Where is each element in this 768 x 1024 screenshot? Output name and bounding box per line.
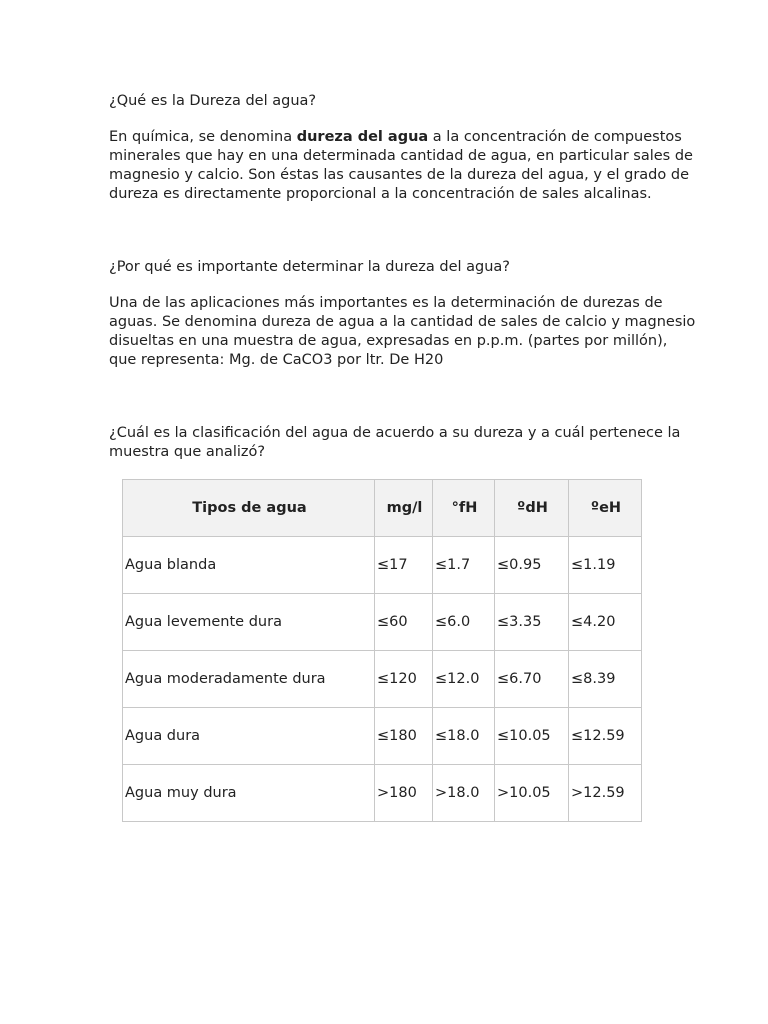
table-row [123, 765, 642, 822]
hardness-classification-table [122, 479, 642, 822]
table-row [123, 537, 642, 594]
paragraph-line [109, 128, 693, 147]
cell-eh: >12.59 [569, 765, 642, 822]
cell-fh: ≤1.7 [433, 537, 495, 594]
text-run: En química, se denomina [109, 129, 297, 145]
cell-water-type: Agua levemente dura [123, 594, 375, 651]
cell-fh: ≤12.0 [433, 651, 495, 708]
cell-fh: ≤6.0 [433, 594, 495, 651]
cell-eh: ≤4.20 [569, 594, 642, 651]
text-run: a la concentración de compuestos [428, 129, 682, 145]
paragraph-hardness-definition [109, 128, 693, 204]
question-line: ¿Cuál es la clasificación del agua de acuerdo a su dureza y a cuál pertenece la [109, 425, 681, 441]
cell-mg-l: >180 [375, 765, 433, 822]
paragraph-line: magnesio y calcio. Son éstas las causantes de la dureza del agua, y el grado de [109, 167, 689, 183]
cell-dh: >10.05 [495, 765, 569, 822]
cell-fh: >18.0 [433, 765, 495, 822]
paragraph-line: disueltas en una muestra de agua, expresadas en p.p.m. (partes por millón), [109, 333, 668, 349]
cell-mg-l: ≤60 [375, 594, 433, 651]
cell-mg-l: ≤17 [375, 537, 433, 594]
cell-fh: ≤18.0 [433, 708, 495, 765]
cell-mg-l: ≤120 [375, 651, 433, 708]
header-fh: °fH [433, 480, 495, 537]
header-eh: ºeH [569, 480, 642, 537]
header-dh: ºdH [495, 480, 569, 537]
cell-water-type: Agua blanda [123, 537, 375, 594]
cell-water-type: Agua muy dura [123, 765, 375, 822]
paragraph-line: Una de las aplicaciones más importantes es la determinación de durezas de [109, 295, 663, 311]
cell-dh: ≤0.95 [495, 537, 569, 594]
cell-eh: ≤1.19 [569, 537, 642, 594]
paragraph-importance [109, 294, 695, 370]
cell-eh: ≤12.59 [569, 708, 642, 765]
paragraph-line: aguas. Se denomina dureza de agua a la cantidad de sales de calcio y magnesio [109, 314, 696, 330]
table-row [123, 708, 642, 765]
cell-dh: ≤6.70 [495, 651, 569, 708]
paragraph-line: que representa: Mg. de CaCO3 por ltr. De H20 [109, 352, 444, 368]
bold-term: dureza del agua [296, 129, 429, 145]
header-mg-l: mg/l [375, 480, 433, 537]
question-what-is-hardness: ¿Qué es la Dureza del agua? [109, 93, 317, 109]
cell-dh: ≤10.05 [495, 708, 569, 765]
table-row [123, 651, 642, 708]
paragraph-line: dureza es directamente proporcional a la concentración de sales alcalinas. [109, 186, 652, 202]
question-why-important: ¿Por qué es importante determinar la dureza del agua? [109, 259, 510, 275]
cell-eh: ≤8.39 [569, 651, 642, 708]
header-water-type: Tipos de agua [123, 480, 375, 537]
question-line: muestra que analizó? [109, 444, 266, 460]
paragraph-line: minerales que hay en una determinada cantidad de agua, en particular sales de [109, 148, 693, 164]
table-row [123, 594, 642, 651]
table-header-row [123, 480, 642, 537]
cell-mg-l: ≤180 [375, 708, 433, 765]
cell-dh: ≤3.35 [495, 594, 569, 651]
question-classification [109, 424, 680, 462]
cell-water-type: Agua dura [123, 708, 375, 765]
cell-water-type: Agua moderadamente dura [123, 651, 375, 708]
